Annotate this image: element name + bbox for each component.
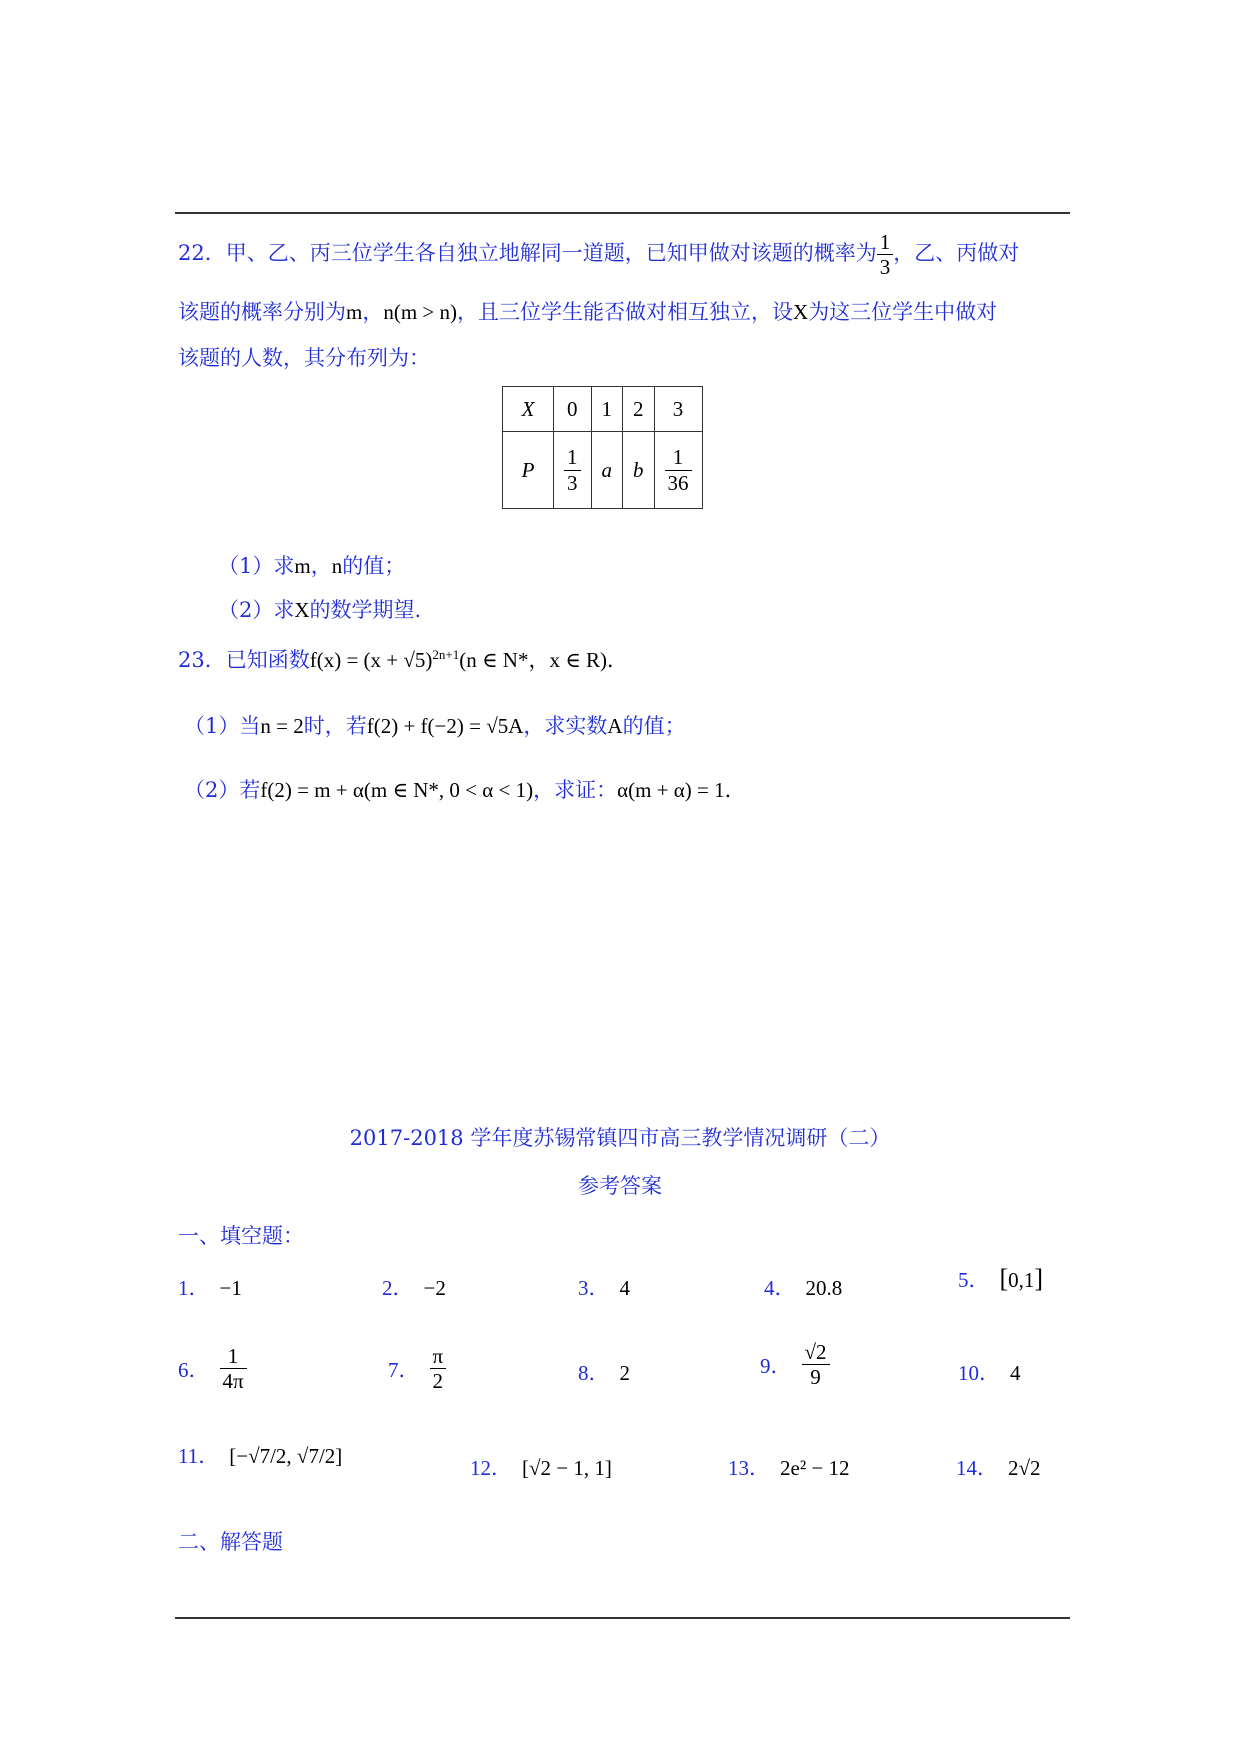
- table-p1: a: [591, 432, 623, 509]
- answer-11: 11． [−√7/2, √7/2]: [178, 1444, 343, 1468]
- answer-8: 8． 2: [578, 1361, 630, 1385]
- table-head-0: 0: [554, 387, 592, 432]
- table-head-3: 3: [654, 387, 702, 432]
- section-solutions: 二、解答题: [178, 1530, 283, 1554]
- q23-sub2: （2）若f(2) = m + α(m ∈ N*, 0 < α < 1)，求证：α(m + α) = 1．: [184, 778, 746, 802]
- q22-text-3: 该题的人数，其分布列为：: [178, 346, 430, 370]
- q22-fraction: $\frac{1}{3}$: [877, 230, 894, 279]
- table-p0: $\frac{1}{3}$: [554, 432, 592, 509]
- answer-1: 1． −1: [178, 1276, 242, 1300]
- table-row-x: [503, 387, 703, 432]
- table-head-x: X: [503, 387, 554, 432]
- q22-sub2: （2）求X的数学期望.: [218, 598, 422, 622]
- table-head-2: 2: [623, 387, 655, 432]
- answer-13: 13． 2e² − 12: [728, 1456, 850, 1480]
- q22-text-1a: 甲、乙、丙三位学生各自独立地解同一道题，已知甲做对该题的概率为: [225, 241, 877, 266]
- q22-text-2a: 该题的概率分别为: [178, 300, 346, 324]
- q22-text-1b: ，乙、丙做对: [893, 241, 1020, 266]
- q22-line1: [178, 230, 1019, 279]
- bottom-rule: [175, 1617, 1070, 1619]
- section-fill-blank: 一、填空题：: [178, 1224, 304, 1248]
- answer-14: 14． 2√2: [956, 1456, 1041, 1480]
- q22-var-X: X: [793, 300, 809, 324]
- q22-sub1: （1）求m，n的值；: [218, 554, 406, 578]
- answer-3: 3． 4: [578, 1276, 630, 1300]
- q22-number: 22．: [178, 241, 226, 266]
- q22-condition: n(m > n): [383, 300, 458, 324]
- answer-10: 10． 4: [958, 1361, 1021, 1385]
- table-head-1: 1: [591, 387, 623, 432]
- table-row-p: [503, 432, 703, 509]
- answer-6: 6． $\frac{1}{4\pi}$: [178, 1344, 247, 1393]
- answer-5: 5． [0,1]: [958, 1264, 1044, 1293]
- q22-line2: [178, 296, 997, 326]
- answers-subtitle: 参考答案: [578, 1174, 662, 1198]
- q22-var-m: m: [346, 300, 363, 324]
- answer-12: 12． [√2 − 1, 1]: [470, 1456, 612, 1480]
- table-p2: b: [623, 432, 655, 509]
- q22-line3: [178, 342, 430, 372]
- q22-comma: ，: [362, 300, 384, 324]
- q23-sub1: （1）当n = 2时，若f(2) + f(−2) = √5A，求实数A的值；: [184, 714, 686, 738]
- answer-9: 9． $\frac{√2}{9}$: [760, 1340, 830, 1389]
- q22-text-2b: ，且三位学生能否做对相互独立，设: [457, 300, 794, 324]
- top-rule: [175, 212, 1070, 214]
- q22-text-2c: 为这三位学生中做对: [808, 300, 998, 324]
- answer-4: 4． 20.8: [764, 1276, 843, 1300]
- table-p3: $\frac{1}{36}$: [654, 432, 702, 509]
- q23-line1: 23．已知函数$f(x) = (x + √5)^{2n+1}(n$ ∈ N*，x ∈ R)．: [178, 647, 629, 672]
- distribution-table: [502, 386, 703, 509]
- answer-2: 2． −2: [382, 1276, 446, 1300]
- answers-title: 2017-2018 学年度苏锡常镇四市高三教学情况调研（二）: [349, 1126, 891, 1150]
- table-p-label: P: [503, 432, 554, 509]
- answer-7: 7． $\frac{\pi}{2}$: [388, 1344, 446, 1393]
